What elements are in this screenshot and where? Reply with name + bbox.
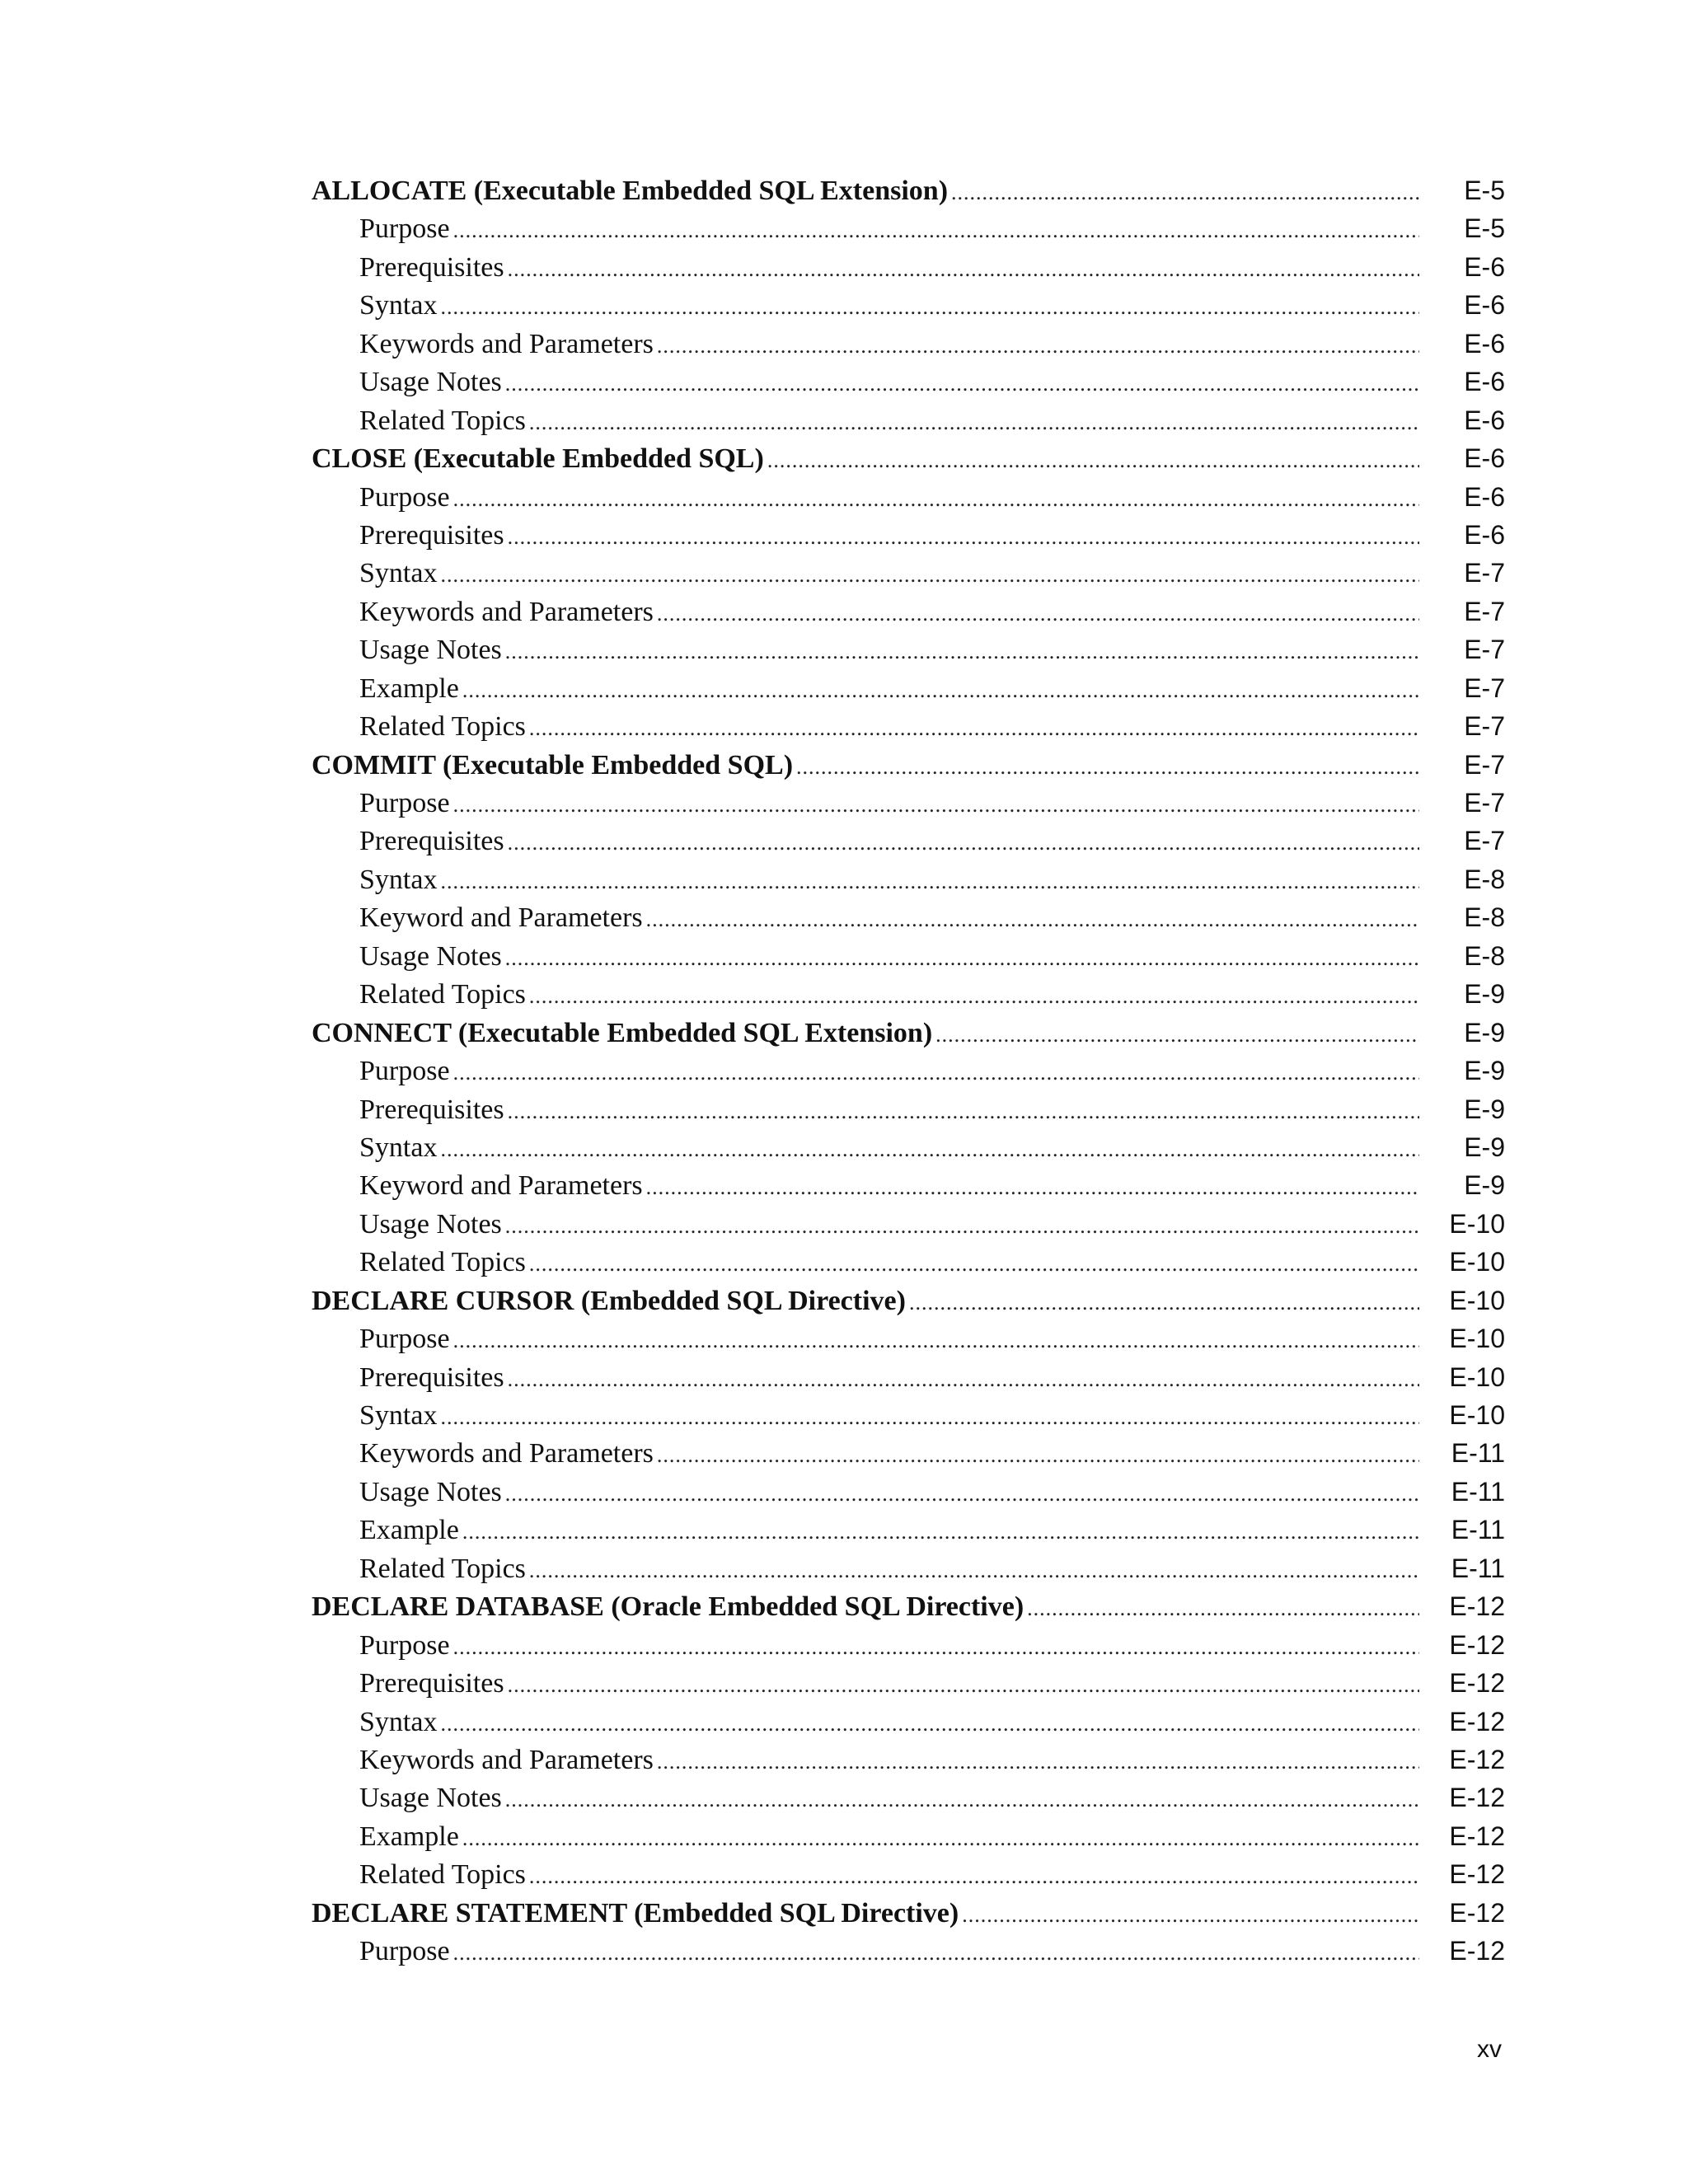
toc-dot-leader <box>440 1705 1419 1743</box>
toc-subsection-entry[interactable] <box>312 363 1505 401</box>
toc-entry-title: Syntax <box>359 290 438 321</box>
toc-entry-page: E-10 <box>1449 1361 1505 1392</box>
toc-entry-title: Usage Notes <box>359 635 502 666</box>
toc-entry-title: Example <box>359 673 459 704</box>
toc-dot-leader <box>505 940 1419 977</box>
toc-entry-title: Purpose <box>359 1936 450 1967</box>
toc-section-entry[interactable] <box>312 171 1505 209</box>
toc-entry-title: Syntax <box>359 864 438 895</box>
toc-dot-leader <box>453 1054 1419 1092</box>
toc-entry-page: E-11 <box>1451 1438 1505 1469</box>
toc-entry-page: E-8 <box>1464 940 1505 971</box>
toc-subsection-entry[interactable] <box>312 1166 1505 1204</box>
toc-entry-title: Related Topics <box>359 711 526 743</box>
toc-dot-leader <box>440 863 1419 901</box>
toc-subsection-entry[interactable] <box>312 1626 1505 1664</box>
toc-dot-leader <box>453 1934 1419 1972</box>
toc-entry-title: Prerequisites <box>359 519 504 551</box>
toc-subsection-entry[interactable] <box>312 1052 1505 1090</box>
toc-subsection-entry[interactable] <box>312 1090 1505 1128</box>
toc-entry-page: E-12 <box>1449 1629 1505 1660</box>
toc-subsection-entry[interactable] <box>312 1511 1505 1549</box>
toc-entry-title: CLOSE (Executable Embedded SQL) <box>312 443 764 475</box>
toc-entry-page: E-8 <box>1464 902 1505 933</box>
toc-subsection-entry[interactable] <box>312 478 1505 516</box>
toc-subsection-entry[interactable] <box>312 860 1505 898</box>
toc-entry-page: E-10 <box>1449 1208 1505 1239</box>
toc-subsection-entry[interactable] <box>312 1319 1505 1357</box>
table-of-contents <box>312 171 1505 1971</box>
toc-entry-title: Usage Notes <box>359 1208 502 1240</box>
toc-subsection-entry[interactable] <box>312 630 1505 668</box>
toc-subsection-entry[interactable] <box>312 975 1505 1013</box>
toc-dot-leader <box>909 1284 1419 1322</box>
toc-entry-page: E-6 <box>1464 367 1505 397</box>
toc-dot-leader <box>508 251 1419 288</box>
toc-dot-leader <box>657 327 1419 365</box>
toc-entry-page: E-8 <box>1464 864 1505 894</box>
toc-subsection-entry[interactable] <box>312 784 1505 822</box>
toc-entry-page: E-7 <box>1464 749 1505 780</box>
toc-entry-title: DECLARE DATABASE (Oracle Embedded SQL Directive) <box>312 1591 1025 1623</box>
toc-dot-leader <box>508 1093 1419 1131</box>
toc-subsection-entry[interactable] <box>312 1205 1505 1243</box>
toc-dot-leader <box>505 633 1419 671</box>
toc-entry-page: E-6 <box>1464 251 1505 282</box>
toc-entry-title: Prerequisites <box>359 1361 504 1393</box>
toc-entry-page: E-6 <box>1464 443 1505 474</box>
toc-entry-page: E-6 <box>1464 481 1505 512</box>
toc-entry-page: E-10 <box>1449 1285 1505 1315</box>
toc-entry-title: Purpose <box>359 1056 450 1087</box>
toc-entry-title: Prerequisites <box>359 826 504 857</box>
toc-dot-leader <box>951 174 1419 212</box>
toc-entry-page: E-7 <box>1464 826 1505 856</box>
toc-entry-page: E-12 <box>1449 1668 1505 1699</box>
toc-dot-leader <box>453 480 1419 518</box>
toc-section-entry[interactable] <box>312 1894 1505 1932</box>
toc-dot-leader <box>508 824 1419 862</box>
toc-entry-title: Keywords and Parameters <box>359 1744 654 1775</box>
toc-subsection-entry[interactable] <box>312 1243 1505 1281</box>
toc-entry-title: CONNECT (Executable Embedded SQL Extension) <box>312 1017 933 1048</box>
toc-subsection-entry[interactable] <box>312 1664 1505 1702</box>
toc-entry-page: E-6 <box>1464 328 1505 359</box>
toc-entry-title: Keywords and Parameters <box>359 1438 654 1469</box>
toc-entry-title: ALLOCATE (Executable Embedded SQL Extension) <box>312 176 949 206</box>
toc-entry-page: E-5 <box>1464 213 1505 244</box>
toc-entry-page: E-10 <box>1449 1324 1505 1354</box>
toc-entry-page: E-10 <box>1449 1247 1505 1277</box>
toc-entry-page: E-7 <box>1464 673 1505 703</box>
toc-entry-page: E-9 <box>1464 1056 1505 1086</box>
toc-entry-title: Example <box>359 1515 459 1546</box>
toc-entry-page: E-7 <box>1464 635 1505 665</box>
toc-entry-title: COMMIT (Executable Embedded SQL) <box>312 749 794 780</box>
toc-subsection-entry[interactable] <box>312 1741 1505 1779</box>
toc-subsection-entry[interactable] <box>312 822 1505 860</box>
toc-dot-leader <box>462 1513 1419 1551</box>
toc-subsection-entry[interactable] <box>312 286 1505 324</box>
toc-entry-title: Usage Notes <box>359 1476 502 1507</box>
toc-dot-leader <box>646 901 1419 939</box>
toc-subsection-entry[interactable] <box>312 1549 1505 1587</box>
toc-entry-title: Keyword and Parameters <box>359 902 643 934</box>
toc-entry-title: Example <box>359 1821 459 1852</box>
toc-entry-page: E-9 <box>1464 1170 1505 1201</box>
toc-dot-leader <box>508 1666 1419 1704</box>
toc-dot-leader <box>529 1245 1419 1283</box>
toc-entry-title: Related Topics <box>359 1553 526 1584</box>
toc-section-entry[interactable] <box>312 1014 1505 1052</box>
toc-dot-leader <box>962 1896 1419 1934</box>
toc-entry-page: E-7 <box>1464 788 1505 818</box>
toc-dot-leader <box>440 556 1419 594</box>
toc-dot-leader <box>453 1322 1419 1360</box>
toc-subsection-entry[interactable] <box>312 1779 1505 1816</box>
toc-entry-title: DECLARE STATEMENT (Embedded SQL Directive) <box>312 1897 959 1929</box>
toc-section-entry[interactable] <box>312 439 1505 477</box>
toc-entry-title: Related Topics <box>359 1859 526 1891</box>
toc-entry-title: Keyword and Parameters <box>359 1170 643 1202</box>
toc-subsection-entry[interactable] <box>312 1932 1505 1970</box>
toc-dot-leader <box>453 212 1419 250</box>
toc-entry-title: Prerequisites <box>359 1668 504 1699</box>
toc-dot-leader <box>453 1629 1419 1666</box>
toc-subsection-entry[interactable] <box>312 1473 1505 1511</box>
toc-entry-title: Syntax <box>359 1400 438 1431</box>
toc-entry-title: Usage Notes <box>359 940 502 972</box>
toc-dot-leader <box>529 1552 1419 1590</box>
page-number: xv <box>1477 2036 1502 2063</box>
toc-entry-title: Purpose <box>359 1629 450 1661</box>
toc-dot-leader <box>440 288 1419 326</box>
toc-subsection-entry[interactable] <box>312 707 1505 745</box>
toc-entry-page: E-12 <box>1449 1706 1505 1736</box>
toc-subsection-entry[interactable] <box>312 1434 1505 1472</box>
toc-dot-leader <box>529 404 1419 442</box>
toc-entry-page: E-10 <box>1449 1400 1505 1430</box>
toc-entry-page: E-9 <box>1464 1094 1505 1124</box>
toc-dot-leader <box>529 710 1419 748</box>
toc-dot-leader <box>529 977 1419 1015</box>
toc-entry-title: Prerequisites <box>359 1094 504 1125</box>
toc-subsection-entry[interactable] <box>312 1703 1505 1741</box>
toc-subsection-entry[interactable] <box>312 1855 1505 1893</box>
toc-entry-page: E-12 <box>1449 1821 1505 1851</box>
toc-subsection-entry[interactable] <box>312 1817 1505 1855</box>
toc-dot-leader <box>440 1399 1419 1436</box>
toc-section-entry[interactable] <box>312 746 1505 784</box>
toc-entry-page: E-12 <box>1449 1897 1505 1928</box>
toc-entry-title: Syntax <box>359 1132 438 1163</box>
toc-subsection-entry[interactable] <box>312 401 1505 439</box>
toc-dot-leader <box>440 1131 1419 1169</box>
toc-entry-title: Keywords and Parameters <box>359 596 654 627</box>
toc-entry-page: E-11 <box>1451 1515 1505 1545</box>
toc-entry-page: E-9 <box>1464 1132 1505 1162</box>
toc-dot-leader <box>529 1858 1419 1896</box>
toc-entry-title: Related Topics <box>359 979 526 1010</box>
toc-entry-page: E-6 <box>1464 519 1505 550</box>
toc-entry-page: E-7 <box>1464 711 1505 742</box>
toc-dot-leader <box>767 442 1419 480</box>
toc-dot-leader <box>505 1781 1419 1819</box>
toc-entry-page: E-6 <box>1464 290 1505 321</box>
toc-entry-page: E-12 <box>1449 1859 1505 1890</box>
toc-subsection-entry[interactable] <box>312 554 1505 592</box>
toc-dot-leader <box>462 672 1419 710</box>
toc-section-entry[interactable] <box>312 1282 1505 1319</box>
toc-dot-leader <box>935 1016 1419 1054</box>
toc-subsection-entry[interactable] <box>312 593 1505 630</box>
toc-entry-page: E-12 <box>1449 1936 1505 1966</box>
toc-entry-title: Purpose <box>359 1324 450 1355</box>
toc-section-entry[interactable] <box>312 1587 1505 1625</box>
toc-entry-page: E-11 <box>1451 1476 1505 1507</box>
toc-entry-title: Purpose <box>359 481 450 513</box>
toc-dot-leader <box>453 786 1419 824</box>
toc-subsection-entry[interactable] <box>312 1358 1505 1396</box>
toc-entry-page: E-7 <box>1464 558 1505 588</box>
toc-entry-title: Related Topics <box>359 405 526 436</box>
toc-subsection-entry[interactable] <box>312 209 1505 247</box>
toc-dot-leader <box>657 595 1419 633</box>
toc-subsection-entry[interactable] <box>312 325 1505 363</box>
toc-entry-page: E-9 <box>1464 1017 1505 1047</box>
toc-entry-page: E-5 <box>1464 176 1505 205</box>
toc-dot-leader <box>796 748 1419 786</box>
toc-dot-leader <box>505 365 1419 403</box>
toc-entry-page: E-11 <box>1451 1553 1505 1583</box>
toc-dot-leader <box>508 1361 1419 1399</box>
toc-entry-title: Related Topics <box>359 1247 526 1278</box>
toc-dot-leader <box>646 1169 1419 1207</box>
toc-entry-title: Prerequisites <box>359 251 504 283</box>
toc-subsection-entry[interactable] <box>312 898 1505 936</box>
toc-entry-page: E-12 <box>1449 1744 1505 1774</box>
toc-subsection-entry[interactable] <box>312 248 1505 286</box>
toc-entry-title: Usage Notes <box>359 367 502 398</box>
toc-dot-leader <box>1027 1590 1419 1628</box>
toc-dot-leader <box>505 1207 1419 1245</box>
toc-dot-leader <box>462 1820 1419 1858</box>
toc-subsection-entry[interactable] <box>312 669 1505 707</box>
toc-dot-leader <box>657 1743 1419 1781</box>
toc-entry-page: E-12 <box>1449 1783 1505 1813</box>
toc-dot-leader <box>657 1436 1419 1474</box>
toc-entry-page: E-9 <box>1464 979 1505 1010</box>
toc-subsection-entry[interactable] <box>312 516 1505 554</box>
toc-subsection-entry[interactable] <box>312 1128 1505 1166</box>
toc-entry-title: Purpose <box>359 213 450 245</box>
toc-entry-title: Purpose <box>359 788 450 818</box>
toc-dot-leader <box>508 518 1419 556</box>
toc-subsection-entry[interactable] <box>312 1396 1505 1434</box>
toc-entry-title: Syntax <box>359 558 438 589</box>
toc-entry-page: E-12 <box>1449 1591 1505 1622</box>
toc-entry-title: Usage Notes <box>359 1783 502 1814</box>
toc-entry-page: E-6 <box>1464 405 1505 435</box>
toc-entry-title: DECLARE CURSOR (Embedded SQL Directive) <box>312 1285 906 1316</box>
toc-entry-title: Syntax <box>359 1706 438 1737</box>
toc-entry-page: E-7 <box>1464 596 1505 626</box>
toc-entry-title: Keywords and Parameters <box>359 328 654 359</box>
toc-dot-leader <box>505 1475 1419 1513</box>
toc-subsection-entry[interactable] <box>312 937 1505 975</box>
